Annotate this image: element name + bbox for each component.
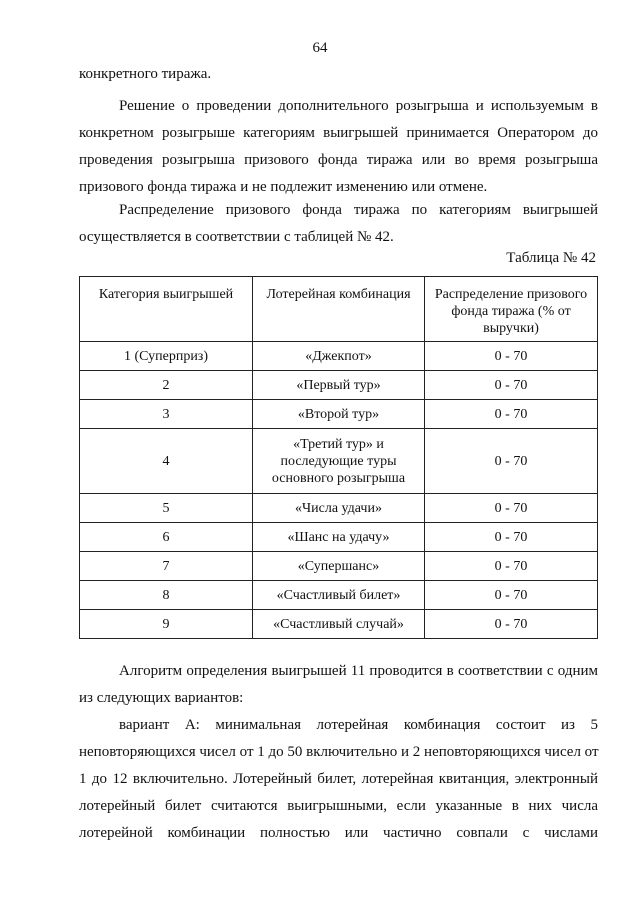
table-cell: 0 - 70 xyxy=(425,610,598,639)
table-cell: 6 xyxy=(80,523,253,552)
table-row xyxy=(80,523,598,552)
page-number: 64 xyxy=(312,40,328,56)
text-line: конкретного тиража. xyxy=(79,66,212,82)
paragraph-decision xyxy=(79,93,598,201)
table-cell: 0 - 70 xyxy=(425,371,598,400)
table-caption: Таблица № 42 xyxy=(506,250,596,266)
paragraph-algorithm xyxy=(79,658,598,712)
table-cell: 0 - 70 xyxy=(425,429,598,494)
text-line: лотерейной комбинации полностью или частично совпали с числами xyxy=(79,825,598,841)
table-cell: 0 - 70 xyxy=(425,400,598,429)
table-cell: 5 xyxy=(80,494,253,523)
paragraph-variant-a xyxy=(79,712,598,847)
table-row xyxy=(80,342,598,371)
table-row xyxy=(80,610,598,639)
text-line: из следующих вариантов: xyxy=(79,690,244,706)
table-header-row xyxy=(80,277,598,342)
text-line: проведения розыгрыша призового фонда тиража или во время розыгрыша xyxy=(79,152,598,168)
table-cell: 0 - 70 xyxy=(425,581,598,610)
text-line: Распределение призового фонда тиража по категориям выигрышей xyxy=(119,202,598,218)
table-cell: «Супершанс» xyxy=(253,552,425,581)
table-cell: «Счастливый случай» xyxy=(253,610,425,639)
table-cell: 9 xyxy=(80,610,253,639)
text-line: вариант А: минимальная лотерейная комбинация состоит из 5 xyxy=(119,717,598,733)
table-cell: 0 - 70 xyxy=(425,552,598,581)
table-cell: 0 - 70 xyxy=(425,342,598,371)
text-line: неповторяющихся чисел от 1 до 50 включительно и 2 неповторяющихся чисел от xyxy=(79,744,599,760)
table-cell: «Счастливый билет» xyxy=(253,581,425,610)
table-row xyxy=(80,400,598,429)
table-cell: 0 - 70 xyxy=(425,523,598,552)
table-cell: 4 xyxy=(80,429,253,494)
table-cell: «Первый тур» xyxy=(253,371,425,400)
text-line: конкретном розыгрыше категориям выигрышей принимается Оператором до xyxy=(79,125,598,141)
table-row xyxy=(80,552,598,581)
text-line: Решение о проведении дополнительного розыгрыша и используемым в xyxy=(119,98,598,114)
text-line: лотерейный билет считаются выигрышными, если указанные в них числа xyxy=(79,798,598,814)
table-cell: 1 (Суперприз) xyxy=(80,342,253,371)
table-cell: «Шанс на удачу» xyxy=(253,523,425,552)
table-row xyxy=(80,429,598,494)
table-cell: «Третий тур» и последующие туры основного розыгрыша xyxy=(253,429,425,494)
table-cell: 7 xyxy=(80,552,253,581)
table-cell: 2 xyxy=(80,371,253,400)
paragraph-distribution xyxy=(79,197,598,251)
table-row xyxy=(80,371,598,400)
text-line: призового фонда тиража и не подлежит изменению или отмене. xyxy=(79,179,488,195)
text-line: осуществляется в соответствии с таблицей № 42. xyxy=(79,229,394,245)
text-line: 1 до 12 включительно. Лотерейный билет, лотерейная квитанция, электронный xyxy=(79,771,598,787)
column-header: Категория выигрышей xyxy=(80,277,253,342)
table-row xyxy=(80,581,598,610)
paragraph-continuation xyxy=(79,61,598,88)
column-header: Лотерейная комбинация xyxy=(253,277,425,342)
table-cell: 0 - 70 xyxy=(425,494,598,523)
column-header: Распределение призового фонда тиража (% от выручки) xyxy=(425,277,598,342)
table-cell: 8 xyxy=(80,581,253,610)
prize-distribution-table xyxy=(79,276,598,639)
table-row xyxy=(80,494,598,523)
table-cell: «Джекпот» xyxy=(253,342,425,371)
table-cell: «Числа удачи» xyxy=(253,494,425,523)
text-line: Алгоритм определения выигрышей 11 проводится в соответствии с одним xyxy=(119,663,598,679)
table-cell: 3 xyxy=(80,400,253,429)
table-cell: «Второй тур» xyxy=(253,400,425,429)
